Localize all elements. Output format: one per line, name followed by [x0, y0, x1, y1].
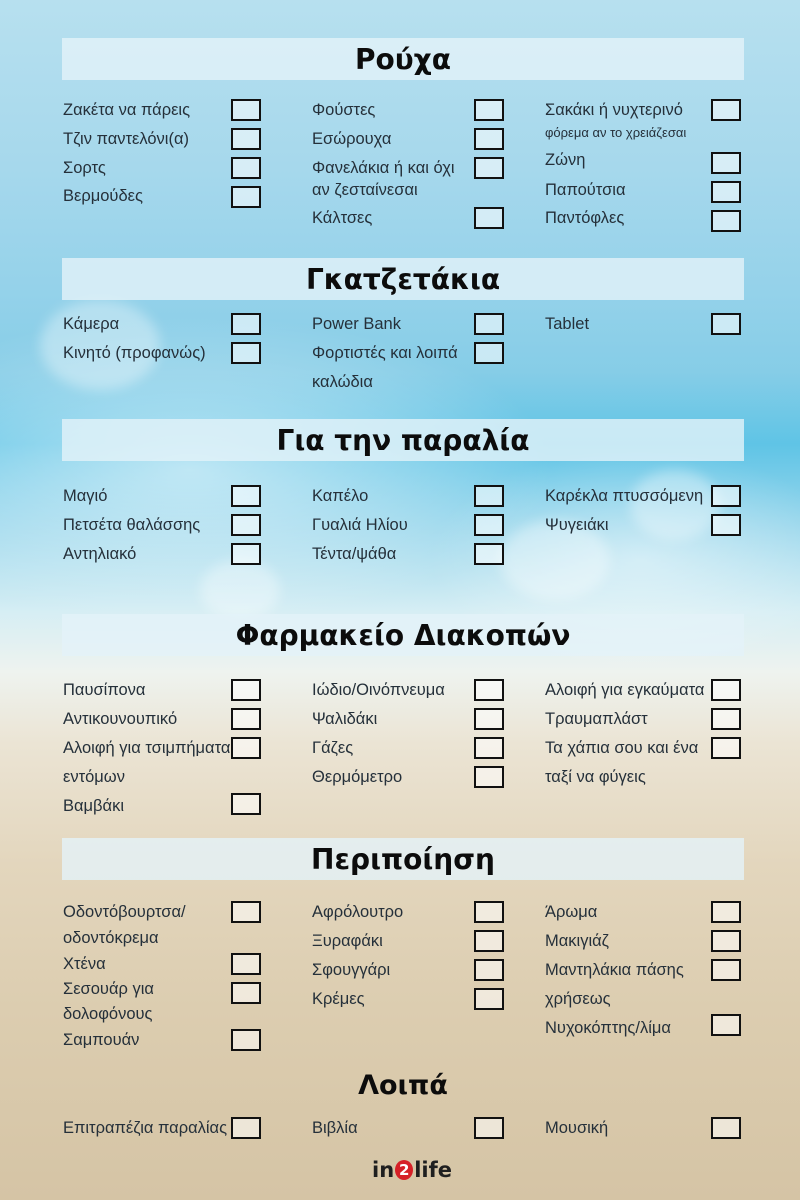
checkbox[interactable] [711, 959, 741, 981]
list-item-continued: δολοφόνους [63, 1005, 153, 1023]
list-item: Αντικουνουπικό [63, 710, 178, 728]
section-title: Λοιπά [358, 1069, 448, 1101]
list-item-continued: καλώδια [312, 373, 373, 391]
checkbox[interactable] [474, 485, 504, 507]
checkbox[interactable] [474, 157, 504, 179]
checkbox[interactable] [474, 901, 504, 923]
list-item-continued: εντόμων [63, 768, 125, 786]
section-heading-clothes [62, 38, 744, 80]
checkbox[interactable] [711, 514, 741, 536]
list-item: Βαμβάκι [63, 797, 124, 815]
checkbox[interactable] [711, 99, 741, 121]
list-item: Βερμούδες [63, 187, 143, 205]
checkbox[interactable] [711, 181, 741, 203]
list-item: Κάλτσες [312, 209, 373, 227]
section-heading-care [62, 838, 744, 880]
list-item: Άρωμα [545, 903, 598, 921]
list-item: Σφουγγάρι [312, 961, 391, 979]
checkbox[interactable] [474, 207, 504, 229]
list-item: Κάμερα [63, 315, 120, 333]
list-item: Κρέμες [312, 990, 365, 1008]
list-item: Σορτς [63, 159, 106, 177]
list-item-continued: αν ζεσταίνεσαι [312, 181, 418, 199]
list-item: Μακιγιάζ [545, 932, 609, 950]
checkbox[interactable] [474, 737, 504, 759]
checkbox[interactable] [711, 152, 741, 174]
list-item: Φανελάκια ή και όχι [312, 159, 455, 177]
list-item-continued: χρήσεως [545, 990, 611, 1008]
list-item: Σαμπουάν [63, 1031, 140, 1049]
list-item-continued: ταξί να φύγεις [545, 768, 646, 786]
checkbox[interactable] [711, 1014, 741, 1036]
checkbox[interactable] [711, 708, 741, 730]
list-item: Ψαλιδάκι [312, 710, 378, 728]
list-item: Μουσική [545, 1119, 609, 1137]
list-item: Γάζες [312, 739, 354, 757]
list-item: Ζώνη [545, 151, 586, 169]
section-heading-pharmacy [62, 614, 744, 656]
list-item-continued: οδοντόκρεμα [63, 929, 159, 947]
list-item: Καπέλο [312, 487, 369, 505]
checkbox[interactable] [474, 766, 504, 788]
checkbox[interactable] [711, 1117, 741, 1139]
checkbox[interactable] [474, 988, 504, 1010]
section-title: Γκατζετάκια [305, 262, 501, 296]
section-heading-beach [62, 419, 744, 461]
list-item: Εσώρουχα [312, 130, 392, 148]
checkbox[interactable] [231, 953, 261, 975]
list-item: Καρέκλα πτυσσόμενη [545, 487, 704, 505]
checkbox[interactable] [231, 514, 261, 536]
section-title: Περιποίηση [311, 842, 495, 876]
checkbox[interactable] [474, 514, 504, 536]
logo-text-life: life [414, 1158, 452, 1182]
list-item: Σακάκι ή νυχτερινό [545, 101, 683, 119]
section-title: Για την παραλία [276, 423, 530, 457]
checkbox[interactable] [231, 1117, 261, 1139]
list-item: Φορτιστές και λοιπά [312, 344, 458, 362]
checkbox[interactable] [231, 737, 261, 759]
checkbox[interactable] [474, 543, 504, 565]
list-item: Γυαλιά Ηλίου [312, 516, 408, 534]
logo-text-in: in [372, 1158, 395, 1182]
list-item: Power Bank [312, 315, 401, 333]
checkbox[interactable] [231, 982, 261, 1004]
list-item: Αφρόλουτρο [312, 903, 404, 921]
list-item: Αλοιφή για εγκαύματα [545, 681, 705, 699]
checkbox[interactable] [231, 901, 261, 923]
checkbox[interactable] [474, 930, 504, 952]
list-item: Μαγιό [63, 487, 108, 505]
list-item: Τέντα/ψάθα [312, 545, 397, 563]
checkbox[interactable] [711, 901, 741, 923]
checkbox[interactable] [231, 99, 261, 121]
list-item: Ζακέτα να πάρεις [63, 101, 191, 119]
checkbox[interactable] [231, 708, 261, 730]
list-item: Tablet [545, 315, 590, 333]
checkbox[interactable] [711, 313, 741, 335]
checkbox[interactable] [474, 342, 504, 364]
checkbox[interactable] [231, 793, 261, 815]
list-item: Πετσέτα θαλάσσης [63, 516, 201, 534]
checkbox[interactable] [711, 679, 741, 701]
list-item: Σεσουάρ για [63, 980, 154, 998]
list-item: Βιβλία [312, 1119, 358, 1137]
list-item: Τζιν παντελόνι(α) [63, 130, 189, 148]
checkbox[interactable] [231, 128, 261, 150]
list-item: Φούστες [312, 101, 376, 119]
logo-badge-2: 2 [395, 1160, 413, 1180]
list-item: Παπούτσια [545, 181, 626, 199]
list-item: Αλοιφή για τσιμπήματα [63, 739, 231, 757]
checkbox[interactable] [231, 186, 261, 208]
checkbox[interactable] [474, 313, 504, 335]
checkbox[interactable] [711, 737, 741, 759]
list-item: Αντηλιακό [63, 545, 137, 563]
list-item: Κινητό (προφανώς) [63, 344, 206, 362]
list-item: Παυσίπονα [63, 681, 146, 699]
list-item: Ιώδιο/Οινόπνευμα [312, 681, 445, 699]
list-item: Επιτραπέζια παραλίας [63, 1119, 228, 1137]
checkbox[interactable] [474, 128, 504, 150]
list-item: Μαντηλάκια πάσης [545, 961, 684, 979]
checkbox[interactable] [474, 679, 504, 701]
list-item: Τα χάπια σου και ένα [545, 739, 699, 757]
checkbox[interactable] [231, 543, 261, 565]
checkbox[interactable] [711, 210, 741, 232]
checkbox[interactable] [231, 157, 261, 179]
brand-logo [372, 1153, 452, 1187]
checkbox[interactable] [474, 959, 504, 981]
checkbox[interactable] [231, 313, 261, 335]
list-item: Παντόφλες [545, 209, 625, 227]
section-title: Φαρμακείο Διακοπών [235, 618, 571, 652]
list-item: Θερμόμετρο [312, 768, 403, 786]
list-item: Χτένα [63, 955, 106, 973]
checkbox[interactable] [231, 342, 261, 364]
checkbox[interactable] [231, 1029, 261, 1051]
section-heading-misc [62, 1064, 744, 1106]
checkbox[interactable] [711, 485, 741, 507]
list-item: Ψυγειάκι [545, 516, 609, 534]
list-item: Τραυμαπλάστ [545, 710, 648, 728]
checkbox[interactable] [231, 679, 261, 701]
checkbox[interactable] [474, 1117, 504, 1139]
checkbox[interactable] [711, 930, 741, 952]
list-item: Νυχοκόπτης/λίμα [545, 1019, 671, 1037]
checkbox[interactable] [474, 708, 504, 730]
checkbox[interactable] [474, 99, 504, 121]
checkbox[interactable] [231, 485, 261, 507]
list-item: Ξυραφάκι [312, 932, 383, 950]
section-title: Ρούχα [355, 42, 451, 76]
list-item: Οδοντόβουρτσα/ [63, 903, 186, 921]
list-item-continued: φόρεμα αν το χρειάζεσαι [545, 125, 687, 140]
section-heading-gadgets [62, 258, 744, 300]
